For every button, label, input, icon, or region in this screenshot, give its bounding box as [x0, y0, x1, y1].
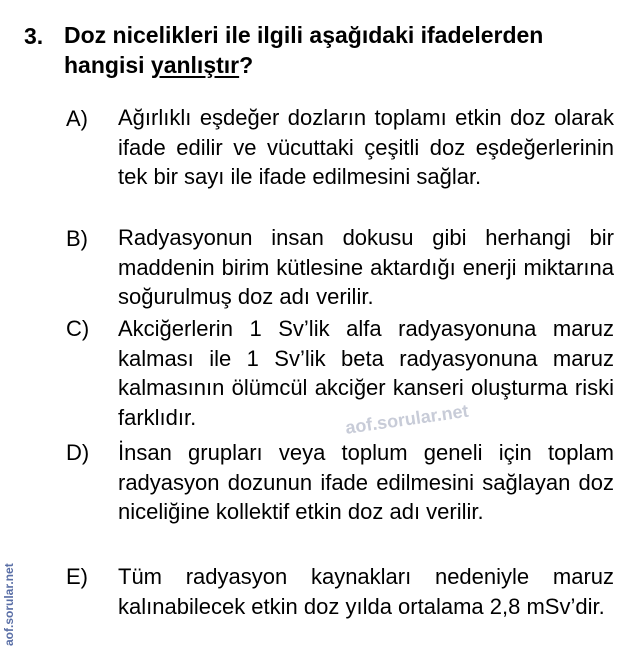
- option-e-text: Tüm radyasyon kaynakları nedeniyle maruz kalınabilecek etkin doz yılda ortalama 2,8 mSv’dir.: [118, 564, 614, 619]
- question-underlined-word: yanlıştır: [150, 52, 240, 78]
- option-a-letter: A): [66, 106, 88, 131]
- question-number: 3.: [24, 23, 44, 49]
- option-a-text: Ağırlıklı eşdeğer dozların toplamı etkin doz olarak ifade edilir ve vücuttaki çeşitli doz eşdeğerlerinin tek bir sayı ile ifade edilmesini sağlar.: [118, 105, 614, 189]
- question-text-after: ?: [239, 52, 254, 78]
- option-b-letter: B): [66, 226, 88, 251]
- side-watermark: aof.sorular.net: [2, 563, 16, 646]
- option-e-letter: E): [66, 564, 88, 589]
- question-text-before: Doz nicelikleri ile ilgili aşağıdaki ifadelerden hangisi: [64, 22, 544, 78]
- option-d-text: İnsan grupları veya toplum geneli için toplam radyasyon dozunun ifade edilmesini sağlayan doz niceliğine kollektif etkin doz adı verilir.: [118, 440, 614, 524]
- option-d-letter: D): [66, 440, 90, 465]
- question-text: [64, 20, 616, 80]
- center-watermark: aof.sorular.net: [344, 400, 470, 438]
- option-b-text: Radyasyonun insan dokusu gibi herhangi bir maddenin birim kütlesine aktardığı enerji miktarına soğurulmuş doz adı verilir.: [118, 225, 614, 309]
- option-c-text: Akciğerlerin 1 Sv’lik alfa radyasyonuna maruz kalması ile 1 Sv’lik beta radyasyonuna maruz kalmasının ölümcül akciğer kanseri oluşturma riski farklıdır.: [118, 316, 614, 430]
- option-c-letter: C): [66, 316, 90, 341]
